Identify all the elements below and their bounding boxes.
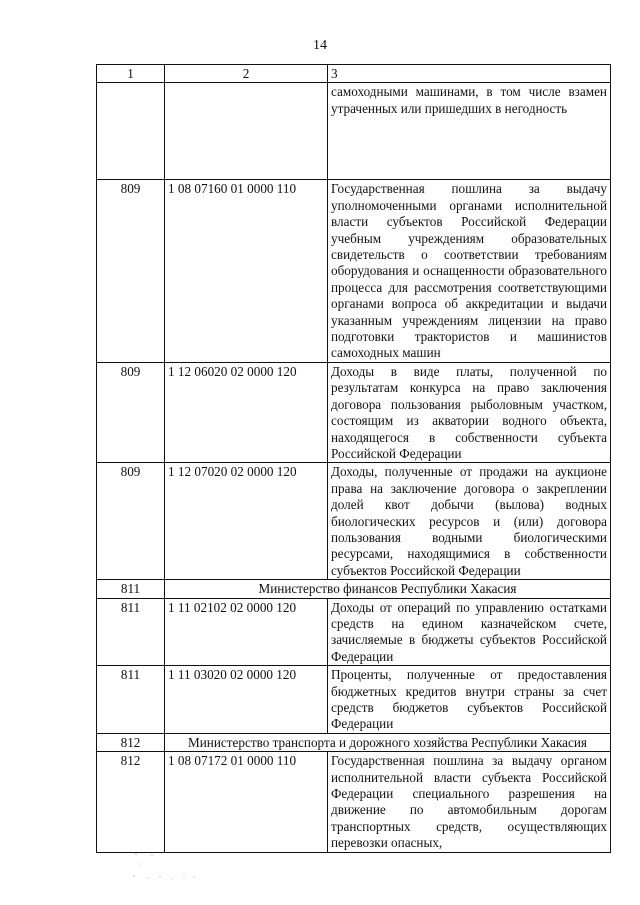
budget-code-cell — [165, 83, 328, 180]
revenue-codes-table — [96, 64, 611, 853]
description-cell: Государственная пошлина за выдачу уполномоченными органами исполнительной власти субъектов Российской Федерации учебным учреждениям образовательных свидетельств о соответствии требованиям оборудования и оснащенности образовательного процесса для рассмотрения соответствующими органами вопроса об аккредитации и выдачи указанным учреждениям лицензии на право подготовки трактористов и машинистов самоходных машин — [328, 180, 611, 362]
budget-code-cell: 1 11 03020 02 0000 120 — [165, 666, 328, 734]
faint-stamp-mark — [130, 848, 200, 884]
header-col-3: 3 — [328, 65, 611, 83]
description-cell: Проценты, полученные от предоставления бюджетных кредитов внутри страны за счет средств бюджетов субъектов Российской Федерации — [328, 666, 611, 734]
admin-code-cell: 811 — [97, 666, 165, 734]
budget-code-cell: 1 12 07020 02 0000 120 — [165, 463, 328, 580]
table-row — [97, 752, 611, 852]
admin-code-cell: 812 — [97, 733, 165, 751]
table-row — [97, 362, 611, 462]
description-cell: самоходными машинами, в том числе взамен утраченных или пришедших в негодность — [328, 83, 611, 180]
budget-code-cell: 1 08 07160 01 0000 110 — [165, 180, 328, 362]
page-number: 14 — [313, 38, 327, 53]
table-row — [97, 463, 611, 580]
header-col-2: 2 — [165, 65, 328, 83]
budget-code-cell: 1 08 07172 01 0000 110 — [165, 752, 328, 852]
table-row — [97, 666, 611, 734]
admin-code-cell: 811 — [97, 598, 165, 666]
budget-code-cell: 1 11 02102 02 0000 120 — [165, 598, 328, 666]
table-row — [97, 180, 611, 362]
admin-code-cell: 809 — [97, 180, 165, 362]
admin-code-cell: 809 — [97, 362, 165, 462]
table-header-row — [97, 65, 611, 83]
header-col-1: 1 — [97, 65, 165, 83]
section-row — [97, 733, 611, 751]
admin-code-cell: 809 — [97, 463, 165, 580]
section-row — [97, 580, 611, 598]
table-row — [97, 83, 611, 180]
admin-code-cell — [97, 83, 165, 180]
description-cell: Доходы в виде платы, полученной по результатам конкурса на право заключения договора пользования рыболовным участком, состоящим из акватории водного объекта, находящегося в собственности субъекта Российской Федерации — [328, 362, 611, 462]
admin-code-cell: 812 — [97, 752, 165, 852]
section-title: Министерство финансов Республики Хакасия — [165, 580, 611, 598]
description-cell: Государственная пошлина за выдачу органом исполнительной власти субъекта Российской Федерации специального разрешения на движение по автомобильным дорогам транспортных средств, осуществляющих перевозки опасных, — [328, 752, 611, 852]
description-cell: Доходы от операций по управлению остатками средств на едином казначейском счете, зачисляемые в бюджеты субъектов Российской Федерации — [328, 598, 611, 666]
description-cell: Доходы, полученные от продажи на аукционе права на заключение договора о закреплении долей квот добычи (вылова) водных биологических ресурсов и (или) договора пользования водными биологическими ресурсами, находящимися в собственности субъектов Российской Федерации — [328, 463, 611, 580]
budget-code-cell: 1 12 06020 02 0000 120 — [165, 362, 328, 462]
admin-code-cell: 811 — [97, 580, 165, 598]
table-row — [97, 598, 611, 666]
section-title: Министерство транспорта и дорожного хозяйства Республики Хакасия — [165, 733, 611, 751]
